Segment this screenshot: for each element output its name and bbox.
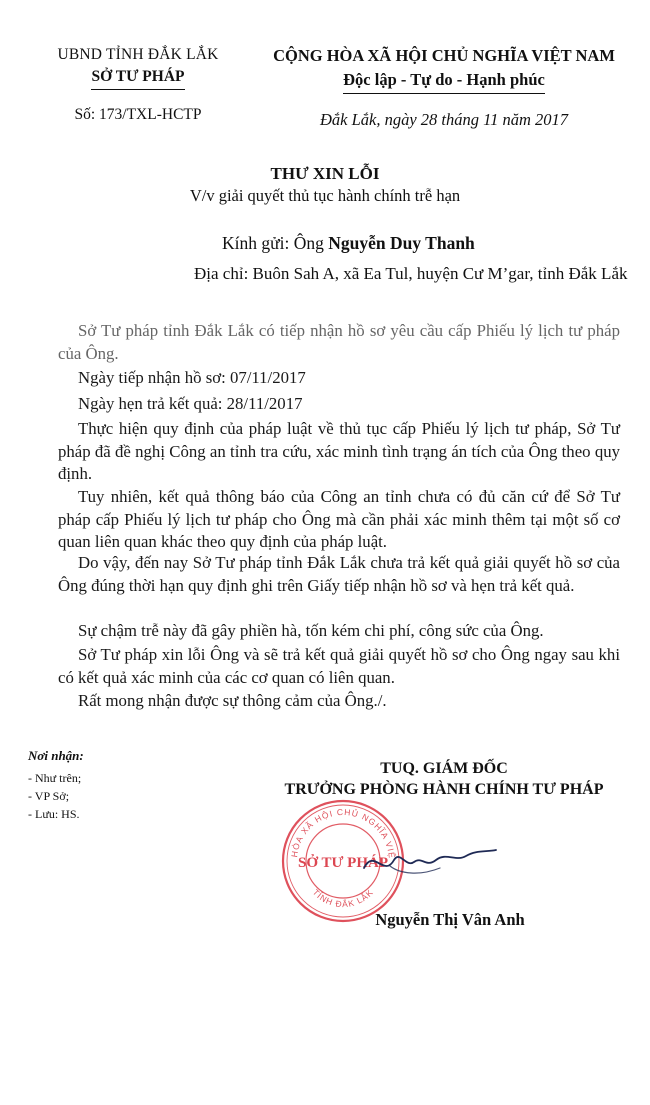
paragraph-5: Sự chậm trễ này đã gây phiền hà, tốn kém chi phí, công sức của Ông. bbox=[78, 621, 544, 640]
handwritten-signature bbox=[360, 838, 500, 888]
issuing-authority: UBND TỈNH ĐẮK LẮK bbox=[57, 46, 219, 63]
national-motto: Độc lập - Tự do - Hạnh phúc bbox=[343, 68, 545, 94]
paragraph-6: Sở Tư pháp xin lỗi Ông và sẽ trả kết quả giải quyết hồ sơ cho Ông ngay sau khi có kết quả xác minh của các cơ quan có liên quan. bbox=[58, 645, 620, 687]
recipients-label: Nơi nhận: bbox=[28, 748, 84, 763]
letter-subject: V/v giải quyết thủ tục hành chính trễ hạn bbox=[189, 186, 461, 205]
stamp-ring-top: HÒA XÃ HỘI CHỦ NGHĨA VIỆ bbox=[289, 806, 398, 860]
recipient-address: Địa chỉ: Buôn Sah A, xã Ea Tul, huyện Cư M’gar, tỉnh Đắk Lắk bbox=[194, 264, 628, 283]
paragraph-7: Rất mong nhận được sự thông cảm của Ông./. bbox=[78, 691, 387, 710]
recipient-name: Nguyễn Duy Thanh bbox=[328, 233, 475, 253]
country-name: CỘNG HÒA XÃ HỘI CHỦ NGHĨA VIỆT NAM bbox=[273, 46, 615, 65]
department-name: SỞ TƯ PHÁP bbox=[91, 66, 184, 90]
stamp-ring-bottom: TỈNH ĐẮK LẮK bbox=[310, 887, 376, 910]
header-right bbox=[258, 44, 630, 132]
paragraph-2: Thực hiện quy định của pháp luật về thủ tục cấp Phiếu lý lịch tư pháp, Sở Tư pháp đã đề nghị Công an tỉnh tra cứu, xác minh tình trạng án tích của Ông theo quy định. bbox=[58, 419, 620, 483]
header-left bbox=[28, 44, 248, 126]
place-date: Đắk Lắk, ngày 28 tháng 11 năm 2017 bbox=[319, 110, 569, 129]
received-date: Ngày tiếp nhận hồ sơ: 07/11/2017 bbox=[78, 368, 306, 387]
recipient-item: - Như trên; bbox=[28, 771, 82, 785]
signature-title-1: TUQ. GIÁM ĐỐC bbox=[380, 760, 508, 777]
recipient-item: - VP Sở; bbox=[28, 789, 70, 803]
return-date: Ngày hẹn trả kết quả: 28/11/2017 bbox=[78, 394, 303, 413]
paragraph-4: Do vậy, đến nay Sở Tư pháp tỉnh Đắk Lắk chưa trả kết quả giải quyết hồ sơ của Ông đúng thời hạn quy định ghi trên Giấy tiếp nhận hồ sơ và hẹn trả kết quả. bbox=[58, 553, 620, 595]
signature-title-2: TRƯỞNG PHÒNG HÀNH CHÍNH TƯ PHÁP bbox=[284, 781, 604, 798]
letter-title: THƯ XIN LỖI bbox=[270, 164, 380, 183]
recipient-line bbox=[222, 233, 475, 254]
recipient-item: - Lưu: HS. bbox=[28, 807, 80, 821]
signer-name: Nguyễn Thị Vân Anh bbox=[375, 910, 525, 929]
document-number: Số: 173/TXL-HCTP bbox=[74, 106, 202, 123]
stamp-center-text: SỞ TƯ PHÁP bbox=[297, 855, 389, 871]
recipient-prefix: Kính gửi: Ông bbox=[222, 233, 329, 253]
paragraph-3: Tuy nhiên, kết quả thông báo của Công an tỉnh chưa có đủ căn cứ để Sở Tư pháp cấp Phiếu lý lịch tư pháp cho Ông mà cần phải xác minh thêm tại một số cơ quan liên quan khác theo quy định của pháp luật. bbox=[58, 487, 620, 551]
paragraph-1: Sở Tư pháp tỉnh Đắk Lắk có tiếp nhận hồ sơ yêu cầu cấp Phiếu lý lịch tư pháp của Ông. bbox=[58, 321, 620, 363]
